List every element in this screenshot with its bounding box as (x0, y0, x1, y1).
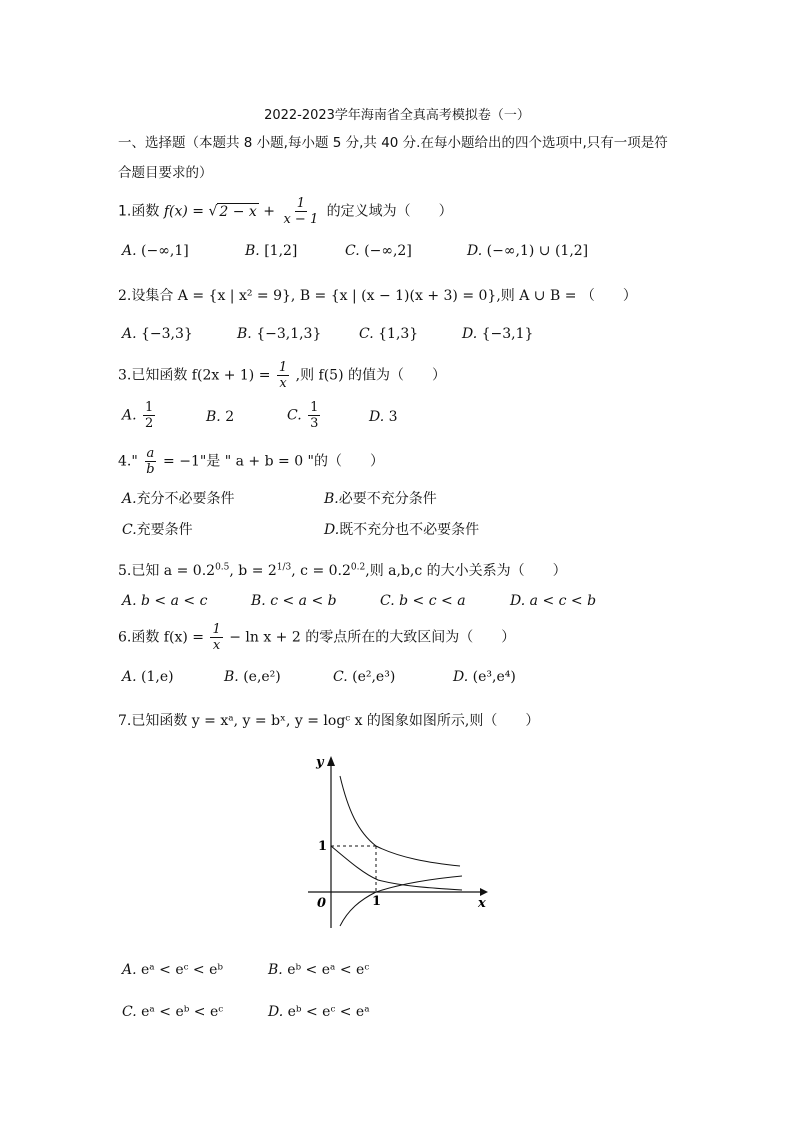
option-text: (e²,e³) (352, 669, 396, 685)
option-text: {−3,3} (141, 326, 193, 342)
q1-plus: + (263, 203, 280, 220)
q5-exp-b: 1/3 (276, 562, 292, 573)
option-label: A. (122, 407, 137, 424)
q3-option-d[interactable] (369, 409, 398, 425)
option-label: D. (268, 1004, 284, 1020)
option-label: C. (380, 593, 395, 609)
q1-suffix: 的定义域为（ ） (326, 203, 453, 220)
option-label: C. (287, 407, 302, 424)
q3-option-b[interactable] (206, 409, 234, 425)
q2-option-c[interactable] (359, 326, 418, 342)
question-6 (118, 622, 718, 653)
question-5 (118, 560, 718, 580)
q1-option-b[interactable] (245, 243, 297, 259)
q6-suffix: − ln x + 2 的零点所在的大致区间为（ ） (229, 629, 516, 646)
q7-option-b[interactable] (268, 962, 369, 978)
option-text: b < a < c (141, 593, 208, 609)
q6-option-c[interactable] (333, 669, 395, 685)
q5-exp-c: 0.2 (350, 562, 366, 573)
option-label: B. (324, 491, 339, 507)
option-text: {1,3} (378, 326, 419, 342)
section-heading (118, 128, 678, 188)
q1-radicand: 2 − x (219, 203, 257, 220)
y-one-label: 1 (318, 839, 328, 854)
q3-frac-den: x (279, 376, 287, 391)
q4-suffix: = −1"是 " a + b = 0 "的（ ） (163, 453, 384, 470)
q7-option-a[interactable] (122, 962, 223, 978)
question-1 (118, 196, 718, 227)
x-axis-label: x (478, 896, 486, 911)
function-graph-figure (300, 750, 500, 935)
frac-num: 1 (145, 400, 154, 415)
q6-option-d[interactable] (453, 669, 516, 685)
option-label: C. (122, 1004, 137, 1020)
option-label: A. (122, 491, 137, 507)
option-label: A. (122, 593, 137, 609)
q7-option-d[interactable] (268, 1004, 370, 1020)
q4-option-a[interactable] (122, 488, 235, 508)
question-7: 7.已知函数 y = xᵃ, y = bˣ, y = logᶜ x 的图象如图所示,则（ ） (118, 713, 540, 729)
q1-func: f(x) = (163, 203, 209, 220)
option-label: C. (359, 326, 374, 342)
option-text: a < c < b (529, 593, 597, 609)
option-text: b < c < a (399, 593, 466, 609)
option-label: A. (122, 243, 137, 259)
option-label: D. (467, 243, 483, 259)
option-text: (−∞,2] (364, 243, 412, 259)
q2-option-d[interactable] (462, 326, 533, 342)
option-text: eᵇ < eᵃ < eᶜ (287, 962, 370, 978)
q7-option-c[interactable] (122, 1004, 223, 1020)
q5-exp-a: 0.5 (215, 562, 230, 573)
q4-fraction (144, 446, 156, 477)
q3-prefix: 3.已知函数 f(2x + 1) = (118, 367, 275, 384)
q6-frac-den: x (212, 638, 221, 653)
option-text: (e³,e⁴) (472, 669, 516, 685)
option-label: D. (369, 409, 385, 425)
frac-den: 2 (145, 416, 154, 431)
q5-text-c: , c = 0.2 (291, 563, 351, 579)
option-label: A. (122, 326, 137, 342)
y-axis-arrow (327, 756, 335, 766)
option-text: c < a < b (270, 593, 337, 609)
q1-prefix: 1.函数 (118, 203, 160, 220)
q3-fraction (277, 360, 289, 391)
q5-text-b: , b = 2 (229, 563, 277, 579)
section-line-1: 一、选择题（本题共 8 小题,每小题 5 分,共 40 分.在每小题给出的四个选项中,只有一项是符 (118, 135, 668, 151)
q3-frac-num: 1 (278, 360, 288, 375)
option-label: A. (122, 669, 137, 685)
q3-option-a-fraction (143, 400, 155, 431)
q1-option-c[interactable] (345, 243, 412, 259)
frac-num: 1 (310, 400, 319, 415)
option-text: 既不充分也不必要条件 (339, 522, 480, 538)
q1-sqrt-sign: √ (208, 203, 218, 220)
q3-option-a[interactable] (122, 400, 157, 431)
q6-prefix: 6.函数 f(x) = (118, 629, 209, 646)
q4-option-d[interactable] (324, 519, 479, 539)
option-text: eᵃ < eᵇ < eᶜ (141, 1004, 224, 1020)
q1-frac-num: 1 (296, 196, 305, 211)
q6-option-b[interactable] (224, 669, 281, 685)
section-line-2: 合题目要求的） (118, 165, 213, 181)
frac-den: 3 (310, 416, 319, 431)
q1-frac-den: x − 1 (283, 212, 319, 227)
option-text: 充要条件 (136, 522, 193, 538)
option-text: (e,e²) (243, 669, 281, 685)
y-axis-label: y (316, 755, 324, 770)
option-text: [1,2] (264, 243, 298, 259)
q4-frac-num: a (146, 446, 155, 461)
option-text: 充分不必要条件 (136, 491, 235, 507)
curve-power-function (340, 776, 460, 866)
option-label: D. (453, 669, 469, 685)
option-label: B. (245, 243, 260, 259)
option-label: C. (122, 522, 137, 538)
q1-fraction (281, 196, 320, 227)
option-label: D. (324, 522, 340, 538)
option-text: (−∞,1) ∪ (1,2] (486, 243, 589, 259)
q3-suffix: ,则 f(5) 的值为（ ） (295, 367, 446, 384)
option-label: D. (510, 593, 526, 609)
question-4 (118, 446, 718, 477)
option-text: eᵃ < eᶜ < eᵇ (141, 962, 223, 978)
q5-option-b[interactable] (251, 593, 337, 609)
q4-prefix: 4." (118, 453, 138, 470)
q5-option-d[interactable] (510, 593, 596, 609)
option-label: B. (206, 409, 221, 425)
option-label: C. (333, 669, 348, 685)
q6-fraction (210, 622, 222, 653)
q2-option-b[interactable] (237, 326, 321, 342)
curve-exponential-function (331, 846, 462, 890)
option-text: (1,e) (141, 669, 174, 685)
q4-option-b[interactable] (324, 488, 437, 508)
q5-option-a[interactable] (122, 593, 207, 609)
q4-option-c[interactable] (122, 519, 193, 539)
option-text: eᵇ < eᶜ < eᵃ (287, 1004, 370, 1020)
x-one-label: 1 (372, 894, 382, 909)
option-label: B. (224, 669, 239, 685)
page-title: 2022-2023学年海南省全真高考模拟卷（一） (264, 108, 530, 123)
option-text: {−3,1} (481, 326, 534, 342)
question-3 (118, 360, 718, 391)
q6-frac-num: 1 (212, 622, 221, 637)
option-text: 2 (225, 409, 235, 425)
option-text: 必要不充分条件 (338, 491, 437, 507)
q4-frac-den: b (146, 462, 155, 477)
q1-option-a[interactable] (122, 243, 189, 259)
q5-option-c[interactable] (380, 593, 466, 609)
q6-option-a[interactable] (122, 669, 174, 685)
origin-label: 0 (317, 896, 327, 911)
option-label: C. (345, 243, 360, 259)
q5-text-a: 5.已知 a = 0.2 (118, 563, 216, 579)
option-label: B. (237, 326, 252, 342)
q5-suffix: ,则 a,b,c 的大小关系为（ ） (365, 563, 567, 579)
curve-log-function (340, 876, 462, 926)
option-label: D. (462, 326, 478, 342)
q2-option-a[interactable] (122, 326, 193, 342)
option-text: (−∞,1] (141, 243, 189, 259)
q1-option-d[interactable] (467, 243, 588, 259)
q3-option-c[interactable] (287, 400, 322, 431)
option-label: A. (122, 962, 137, 978)
option-label: B. (268, 962, 283, 978)
option-label: B. (251, 593, 266, 609)
option-text: 3 (388, 409, 398, 425)
q3-option-c-fraction (308, 400, 320, 431)
option-text: {−3,1,3} (256, 326, 322, 342)
x-axis-arrow (480, 888, 488, 896)
question-2: 2.设集合 A = {x | x² = 9}, B = {x | (x − 1)(x + 3) = 0},则 A ∪ B = （ ） (118, 288, 637, 304)
